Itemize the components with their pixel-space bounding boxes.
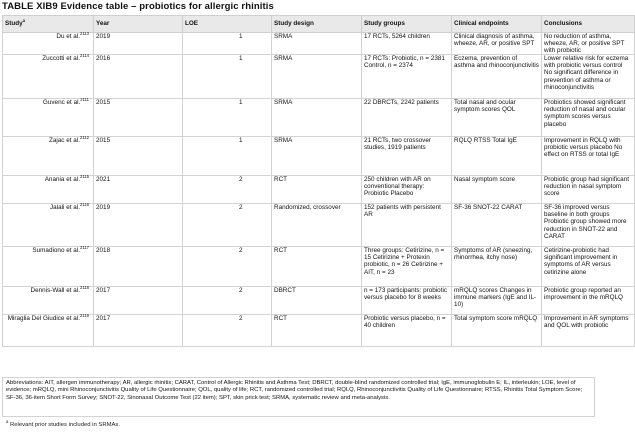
cell-conclusions: Probiotics showed significant reduction of nasal and ocular symptom scores versus placebo	[542, 99, 635, 137]
cell-conclusions: Probiotic group reported an improvement in the mRQLQ	[542, 287, 635, 315]
cell-study-design: SRMA	[272, 55, 362, 99]
table-row	[3, 176, 635, 204]
header-study-design: Study design	[272, 16, 362, 33]
cell-study-design: DBRCT	[272, 287, 362, 315]
cell-year: 2015	[94, 99, 183, 137]
cell-loe: 2	[183, 176, 272, 204]
cell-loe: 2	[183, 247, 272, 287]
cell-loe: 1	[183, 137, 272, 176]
study-name: Dennis-Wall et al.	[30, 287, 80, 295]
cell-study	[3, 315, 94, 347]
cell-clinical-endpoints: mRQLQ scores Changes in immune markers (IgE and IL-10)	[452, 287, 542, 315]
cell-study	[3, 137, 94, 176]
cell-year: 2017	[94, 315, 183, 347]
study-name: Zuccotti et al.	[42, 55, 80, 63]
cell-study-design: RCT	[272, 247, 362, 287]
cell-study-groups: 152 patients with persistent AR	[362, 204, 452, 247]
cell-clinical-endpoints: Nasal symptom score	[452, 176, 542, 204]
evidence-table	[2, 15, 635, 347]
cell-year: 2017	[94, 287, 183, 315]
citation-number: 2119	[79, 313, 89, 319]
table-row	[3, 99, 635, 137]
cell-conclusions: SF-36 improved versus baseline in both groups Probiotic group showed more reduction in SNOT-22 and CARAT	[542, 204, 635, 247]
cell-study-groups: 17 RCTs, 5264 children	[362, 33, 452, 55]
cell-year: 2019	[94, 204, 183, 247]
cell-study-design: SRMA	[272, 33, 362, 55]
cell-study-groups: 250 children with AR on conventional therapy: Probiotic Placebo	[362, 176, 452, 204]
cell-study	[3, 204, 94, 247]
cell-loe: 2	[183, 315, 272, 347]
cell-conclusions: Lower relative risk for eczema with probiotic versus control No significant difference in prevention of asthma or rhinoconjunctivitis	[542, 55, 635, 99]
table-row	[3, 33, 635, 55]
table-row	[3, 287, 635, 315]
cell-conclusions: Improvement in AR symptoms and QOL with probiotic	[542, 315, 635, 347]
cell-clinical-endpoints: Total symptom score mRQLQ	[452, 315, 542, 347]
citation-number: 2115	[79, 174, 89, 180]
cell-clinical-endpoints: Total nasal and ocular symptom scores QOL	[452, 99, 542, 137]
table-row	[3, 204, 635, 247]
cell-study-groups: Probiotic versus placebo, n = 40 children	[362, 315, 452, 347]
cell-year: 2016	[94, 55, 183, 99]
study-name: Sumadiono et al.	[32, 247, 80, 255]
cell-study-design: SRMA	[272, 137, 362, 176]
header-study: Study$^a$	[3, 16, 94, 33]
header-conclusions: Conclusions	[542, 16, 635, 33]
cell-study-groups: Three groups: Cetirizine, n = 15 Cetirizine + Protexin probiotic, n = 26 Cetirizine + AIT, n = 23	[362, 247, 452, 287]
study-name: Guvenc et al.	[42, 99, 81, 107]
cell-year: 2019	[94, 33, 183, 55]
cell-loe: 1	[183, 99, 272, 137]
cell-loe: 1	[183, 33, 272, 55]
cell-clinical-endpoints: Clinical diagnosis of asthma, wheeze, AR, or positive SPT	[452, 33, 542, 55]
table-header-row	[3, 16, 635, 33]
header-clinical-endpoints: Clinical endpoints	[452, 16, 542, 33]
cell-study	[3, 247, 94, 287]
cell-study	[3, 30, 94, 55]
table-row	[3, 137, 635, 176]
citation-number: 2114	[79, 53, 89, 59]
cell-conclusions: No reduction of asthma, wheeze, AR, or positive SPT with probiotic	[542, 33, 635, 55]
cell-study	[3, 287, 94, 315]
table-title: TABLE XIB9 Evidence table – probiotics for allergic rhinitis	[2, 1, 274, 12]
citation-number: 2117	[79, 245, 89, 251]
cell-study	[3, 55, 94, 99]
cell-study-design: Randomized, crossover	[272, 204, 362, 247]
table-row	[3, 315, 635, 347]
citation-number: 2111	[80, 97, 89, 103]
citation-number: 2116	[79, 202, 89, 208]
header-year: Year	[94, 16, 183, 33]
study-name: Jalali et al.	[50, 204, 80, 212]
citation-number: 2112	[79, 135, 89, 141]
cell-study	[3, 99, 94, 137]
cell-study-design: RCT	[272, 315, 362, 347]
cell-loe: 2	[183, 287, 272, 315]
abbreviations-note: Abbreviations: AIT, allergen immunotherapy; AR, allergic rhinitis; CARAT, Control of Allergic Rhinitis and Asthma Test; DBRCT, double-blind randomized controlled trial; IgE, immunoglobulin E; IL, interleukin; LOE, level of evidence; mRQLQ, mini Rhinoconjunctivitis Quality of Life Questionnaire; QOL, quality of life; RCT, randomized controlled trial; RQLQ, Rhinoconjunctivitis Quality of Life Questionnaire; RTSS, Rhinitis Total Symptom Score; SF-36, 36-item Short Form Survey; SNOT-22, Sinonasal Outcome Test (22 item); SPT, skin prick test; SRMA, systematic review and meta-analysis.	[2, 377, 595, 417]
study-name: Du et al.	[56, 33, 80, 40]
cell-year: 2018	[94, 247, 183, 287]
cell-conclusions: Cetirizine-probiotic had significant improvement in symptoms of AR versus cetirizine alone	[542, 247, 635, 287]
citation-number: 2113	[79, 30, 89, 36]
study-name: Anania et al.	[44, 176, 80, 184]
cell-study-groups: 22 DBRCTs, 2242 patients	[362, 99, 452, 137]
cell-study-groups: 17 RCTs: Probiotic, n = 2381 Control, n = 2374	[362, 55, 452, 99]
table-row	[3, 55, 635, 99]
cell-clinical-endpoints: Symptoms of AR (sneezing, rhinorrhea, itchy nose)	[452, 247, 542, 287]
study-name: Zajac et al.	[48, 137, 80, 145]
cell-loe: 2	[183, 204, 272, 247]
cell-study-design: RCT	[272, 176, 362, 204]
citation-number: 2118	[79, 285, 89, 291]
cell-loe: 1	[183, 55, 272, 99]
table-row	[3, 247, 635, 287]
cell-study-design: SRMA	[272, 99, 362, 137]
cell-clinical-endpoints: SF-36 SNOT-22 CARAT	[452, 204, 542, 247]
cell-study-groups: n = 173 participants: probiotic versus placebo for 8 weeks	[362, 287, 452, 315]
cell-clinical-endpoints: Eczema, prevention of asthma and rhinoconjunctivitis	[452, 55, 542, 99]
header-loe: LOE	[183, 16, 272, 33]
footnote: $^a$ Relevant prior studies included in SRMAs.	[6, 419, 120, 428]
cell-year: 2021	[94, 176, 183, 204]
header-study-groups: Study groups	[362, 16, 452, 33]
cell-study-groups: 21 RCTs, two crossover studies, 1919 patients	[362, 137, 452, 176]
cell-conclusions: Probiotic group had significant reduction in nasal symptom score	[542, 176, 635, 204]
cell-year: 2015	[94, 137, 183, 176]
cell-conclusions: Improvement in RQLQ with probiotic versus placebo No effect on RTSS or total IgE	[542, 137, 635, 176]
cell-study	[3, 176, 94, 204]
study-name: Miraglia Del Giudice et al.	[7, 315, 80, 323]
cell-clinical-endpoints: RQLQ RTSS Total IgE	[452, 137, 542, 176]
